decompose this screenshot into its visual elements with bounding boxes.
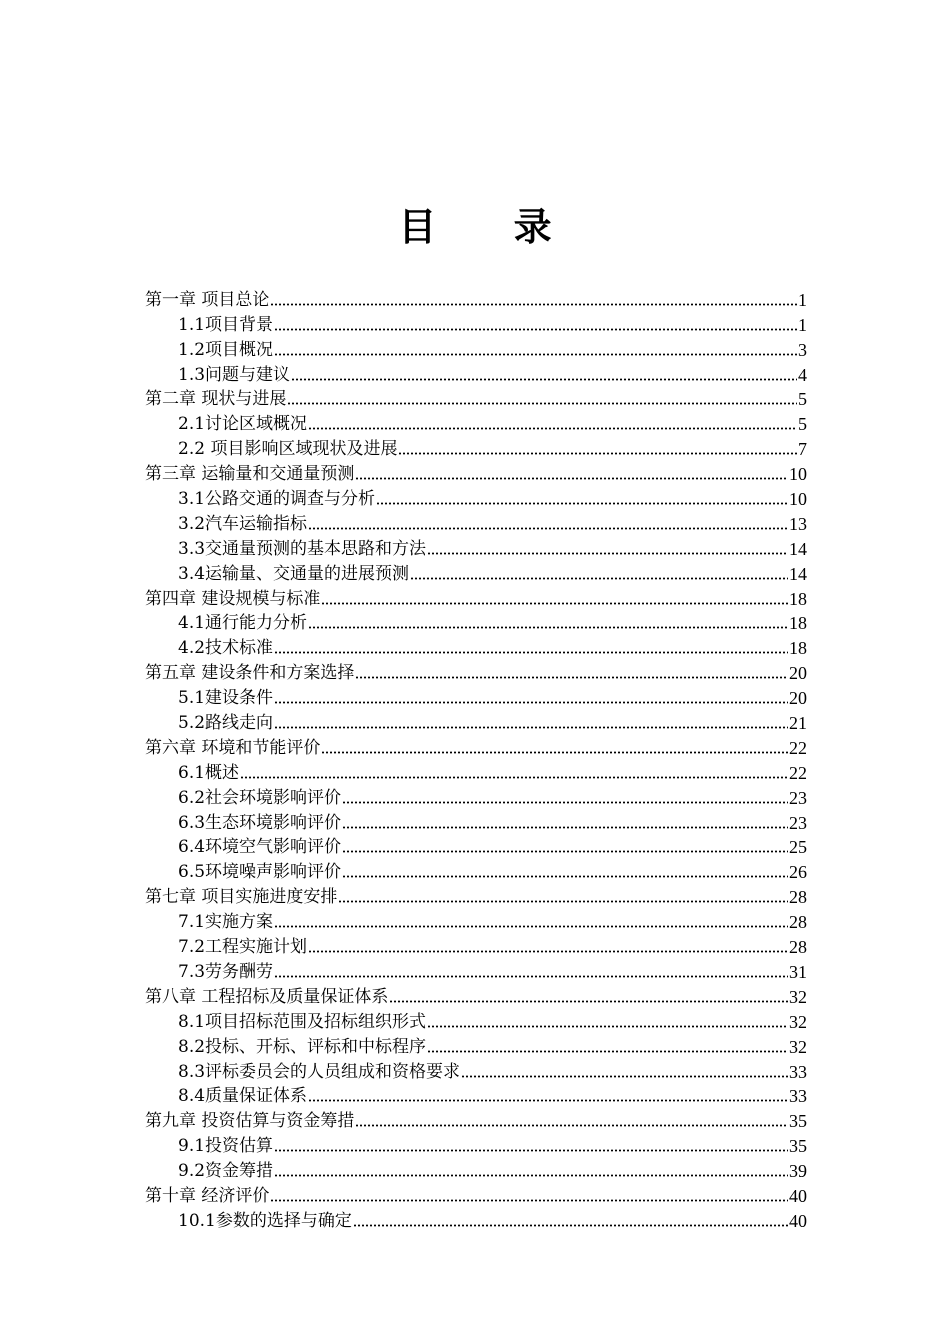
table-of-contents	[145, 286, 807, 1232]
toc-entry-title: 第四章 建设规模与标准	[145, 588, 321, 609]
toc-entry-page-number: 25	[789, 837, 807, 858]
dot-leader	[270, 1198, 788, 1203]
dot-leader	[274, 327, 797, 332]
toc-entry-page-number: 35	[789, 1111, 807, 1132]
dot-leader	[353, 1223, 788, 1228]
toc-entry-page-number: 14	[789, 538, 807, 559]
toc-entry-page-number: 28	[789, 887, 807, 908]
toc-entry-title: 第九章 投资估算与资金筹措	[145, 1111, 355, 1132]
dot-leader	[274, 1148, 788, 1153]
toc-section-entry[interactable]	[145, 1207, 807, 1232]
toc-chapter-entry[interactable]	[145, 386, 807, 411]
toc-entry-title: 1.1项目背景	[178, 314, 274, 335]
toc-entry-page-number: 32	[789, 1036, 807, 1057]
toc-section-entry[interactable]	[145, 1132, 807, 1157]
toc-chapter-entry[interactable]	[145, 659, 807, 684]
toc-entry-page-number: 18	[789, 638, 807, 659]
toc-section-entry[interactable]	[145, 684, 807, 709]
toc-section-entry[interactable]	[145, 361, 807, 386]
toc-entry-page-number: 20	[789, 688, 807, 709]
toc-entry-page-number: 23	[789, 787, 807, 808]
toc-entry-title: 第七章 项目实施进度安排	[145, 887, 338, 908]
toc-entry-title: 7.3劳务酬劳	[178, 961, 274, 982]
toc-entry-page-number: 33	[789, 1086, 807, 1107]
toc-entry-page-number: 22	[789, 762, 807, 783]
toc-chapter-entry[interactable]	[145, 585, 807, 610]
toc-section-entry[interactable]	[145, 336, 807, 361]
toc-entry-title: 2.2 项目影响区域现状及进展	[178, 439, 398, 460]
dot-leader	[308, 426, 797, 431]
toc-entry-title: 2.1讨论区域概况	[178, 414, 308, 435]
toc-entry-page-number: 13	[789, 513, 807, 534]
toc-entry-page-number: 40	[789, 1210, 807, 1231]
toc-entry-title: 第二章 现状与进展	[145, 389, 287, 410]
dot-leader	[355, 675, 788, 680]
toc-entry-page-number: 40	[789, 1185, 807, 1206]
dot-leader	[376, 501, 788, 506]
dot-leader	[461, 1074, 788, 1079]
toc-entry-page-number: 10	[789, 489, 807, 510]
toc-section-entry[interactable]	[145, 634, 807, 659]
toc-entry-page-number: 22	[789, 737, 807, 758]
toc-entry-title: 第十章 经济评价	[145, 1185, 270, 1206]
toc-entry-page-number: 23	[789, 812, 807, 833]
toc-entry-page-number: 5	[798, 389, 807, 410]
toc-entry-title: 10.1参数的选择与确定	[178, 1210, 352, 1231]
dot-leader	[398, 451, 797, 456]
toc-entry-title: 6.2社会环境影响评价	[178, 787, 342, 808]
toc-entry-title: 7.1实施方案	[178, 912, 274, 933]
toc-entry-page-number: 5	[798, 414, 807, 435]
toc-entry-title: 3.1公路交通的调查与分析	[178, 489, 376, 510]
dot-leader	[410, 576, 788, 581]
dot-leader	[321, 601, 788, 606]
dot-leader	[287, 401, 797, 406]
toc-entry-title: 9.2资金筹措	[178, 1161, 274, 1182]
toc-entry-page-number: 20	[789, 663, 807, 684]
toc-entry-title: 第八章 工程招标及质量保证体系	[145, 986, 389, 1007]
toc-section-entry[interactable]	[145, 435, 807, 460]
dot-leader	[274, 352, 797, 357]
toc-entry-title: 4.1通行能力分析	[178, 613, 308, 634]
toc-entry-page-number: 31	[789, 961, 807, 982]
dot-leader	[274, 974, 788, 979]
toc-chapter-entry[interactable]	[145, 460, 807, 485]
toc-entry-page-number: 32	[789, 1011, 807, 1032]
dot-leader	[308, 625, 788, 630]
dot-leader	[274, 1173, 788, 1178]
toc-entry-title: 6.4环境空气影响评价	[178, 837, 342, 858]
toc-entry-title: 8.1项目招标范围及招标组织形式	[178, 1011, 427, 1032]
toc-chapter-entry[interactable]	[145, 883, 807, 908]
toc-section-entry[interactable]	[145, 1083, 807, 1108]
dot-leader	[291, 377, 797, 382]
toc-section-entry[interactable]	[145, 784, 807, 809]
toc-chapter-entry[interactable]	[145, 734, 807, 759]
toc-section-entry[interactable]	[145, 535, 807, 560]
dot-leader	[427, 551, 788, 556]
dot-leader	[274, 725, 788, 730]
toc-section-entry[interactable]	[145, 809, 807, 834]
toc-section-entry[interactable]	[145, 510, 807, 535]
toc-entry-title: 6.5环境噪声影响评价	[178, 862, 342, 883]
toc-entry-page-number: 33	[789, 1061, 807, 1082]
toc-entry-title: 6.3生态环境影响评价	[178, 812, 342, 833]
dot-leader	[389, 999, 788, 1004]
toc-entry-page-number: 3	[798, 339, 807, 360]
toc-entry-title: 3.3交通量预测的基本思路和方法	[178, 538, 427, 559]
dot-leader	[308, 526, 788, 531]
toc-entry-page-number: 21	[789, 713, 807, 734]
toc-entry-title: 6.1概述	[178, 762, 240, 783]
toc-section-entry[interactable]	[145, 933, 807, 958]
toc-entry-page-number: 1	[798, 314, 807, 335]
toc-chapter-entry[interactable]	[145, 983, 807, 1008]
toc-entry-page-number: 4	[798, 364, 807, 385]
toc-section-entry[interactable]	[145, 485, 807, 510]
dot-leader	[308, 1098, 788, 1103]
toc-section-entry[interactable]	[145, 759, 807, 784]
toc-entry-title: 9.1投资估算	[178, 1136, 274, 1157]
toc-section-entry[interactable]	[145, 908, 807, 933]
dot-leader	[321, 750, 788, 755]
toc-chapter-entry[interactable]	[145, 286, 807, 311]
toc-chapter-entry[interactable]	[145, 1182, 807, 1207]
toc-entry-page-number: 18	[789, 588, 807, 609]
toc-entry-title: 8.4质量保证体系	[178, 1086, 308, 1107]
dot-leader	[342, 874, 788, 879]
toc-entry-page-number: 10	[789, 464, 807, 485]
toc-section-entry[interactable]	[145, 311, 807, 336]
dot-leader	[427, 1024, 788, 1029]
dot-leader	[342, 825, 788, 830]
dot-leader	[240, 775, 788, 780]
toc-entry-title: 8.3评标委员会的人员组成和资格要求	[178, 1061, 461, 1082]
toc-entry-title: 第一章 项目总论	[145, 289, 270, 310]
toc-entry-page-number: 35	[789, 1136, 807, 1157]
toc-entry-page-number: 32	[789, 986, 807, 1007]
dot-leader	[308, 949, 788, 954]
dot-leader	[427, 1049, 788, 1054]
dot-leader	[270, 302, 797, 307]
toc-chapter-entry[interactable]	[145, 1107, 807, 1132]
toc-section-entry[interactable]	[145, 834, 807, 859]
toc-section-entry[interactable]	[145, 1008, 807, 1033]
toc-entry-title: 第六章 环境和节能评价	[145, 737, 321, 758]
toc-entry-title: 4.2技术标准	[178, 638, 274, 659]
toc-entry-page-number: 28	[789, 937, 807, 958]
dot-leader	[355, 1123, 788, 1128]
toc-entry-page-number: 39	[789, 1161, 807, 1182]
toc-entry-title: 5.1建设条件	[178, 688, 274, 709]
dot-leader	[274, 700, 788, 705]
toc-entry-title: 7.2工程实施计划	[178, 937, 308, 958]
toc-entry-title: 1.3问题与建议	[178, 364, 291, 385]
toc-section-entry[interactable]	[145, 858, 807, 883]
toc-entry-title: 1.2项目概况	[178, 339, 274, 360]
page-title: 目 录	[398, 205, 584, 250]
toc-section-entry[interactable]	[145, 610, 807, 635]
dot-leader	[274, 650, 788, 655]
toc-entry-title: 8.2投标、开标、评标和中标程序	[178, 1036, 427, 1057]
toc-section-entry[interactable]	[145, 1157, 807, 1182]
toc-entry-title: 第三章 运输量和交通量预测	[145, 464, 355, 485]
toc-section-entry[interactable]	[145, 1033, 807, 1058]
toc-entry-page-number: 1	[798, 289, 807, 310]
toc-entry-title: 3.4运输量、交通量的进展预测	[178, 563, 410, 584]
toc-entry-page-number: 18	[789, 613, 807, 634]
dot-leader	[342, 800, 788, 805]
toc-entry-page-number: 14	[789, 563, 807, 584]
toc-entry-page-number: 26	[789, 862, 807, 883]
toc-section-entry[interactable]	[145, 410, 807, 435]
toc-section-entry[interactable]	[145, 560, 807, 585]
toc-entry-page-number: 28	[789, 912, 807, 933]
dot-leader	[355, 476, 788, 481]
dot-leader	[274, 924, 788, 929]
dot-leader	[338, 899, 788, 904]
toc-entry-title: 5.2路线走向	[178, 713, 274, 734]
toc-section-entry[interactable]	[145, 1058, 807, 1083]
toc-entry-page-number: 7	[798, 439, 807, 460]
toc-entry-title: 第五章 建设条件和方案选择	[145, 663, 355, 684]
toc-entry-title: 3.2汽车运输指标	[178, 513, 308, 534]
dot-leader	[342, 849, 788, 854]
toc-section-entry[interactable]	[145, 958, 807, 983]
toc-section-entry[interactable]	[145, 709, 807, 734]
